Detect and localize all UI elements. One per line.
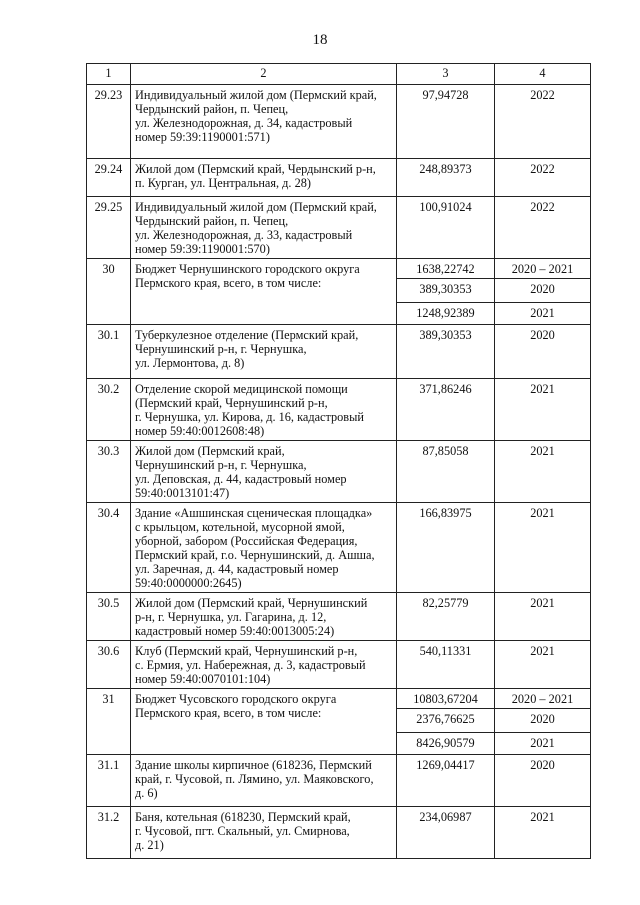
row-description (131, 379, 397, 441)
table-row (87, 379, 591, 441)
row-description-line: край, г. Чусовой, п. Лямино, ул. Маяковского, (135, 772, 374, 786)
row-amount: 87,85058 (397, 441, 495, 503)
row-number: 30.6 (87, 641, 131, 689)
row-description-line: г. Чернушка, ул. Кирова, д. 16, кадастровый (135, 410, 364, 424)
row-number: 29.25 (87, 197, 131, 259)
row-year: 2021 (495, 807, 591, 859)
row-description-line: Чердынский район, п. Чепец, (135, 102, 289, 116)
row-number: 31 (87, 689, 131, 755)
row-description-line: Баня, котельная (618230, Пермский край, (135, 810, 351, 824)
row-description (131, 197, 397, 259)
row-amount: 2376,76625 (397, 709, 495, 733)
row-description (131, 259, 397, 325)
row-year: 2021 (495, 379, 591, 441)
row-number: 30.5 (87, 593, 131, 641)
table-row (87, 689, 591, 709)
row-year: 2020 (495, 709, 591, 733)
row-number: 29.24 (87, 159, 131, 197)
row-amount: 8426,90579 (397, 733, 495, 755)
row-amount: 10803,67204 (397, 689, 495, 709)
row-amount: 1269,04417 (397, 755, 495, 807)
row-description-line: Клуб (Пермский край, Чернушинский р-н, (135, 644, 358, 658)
row-description-line: ул. Деповская, д. 44, кадастровый номер (135, 472, 347, 486)
row-year: 2021 (495, 733, 591, 755)
row-description-line: номер 59:39:1190001:571) (135, 130, 270, 144)
row-description (131, 441, 397, 503)
row-amount: 1248,92389 (397, 303, 495, 325)
row-amount: 540,11331 (397, 641, 495, 689)
row-description-line: р-н, г. Чернушка, ул. Гагарина, д. 12, (135, 610, 327, 624)
row-description-line: уборной, забором (Российская Федерация, (135, 534, 358, 548)
row-description-line: Бюджет Чернушинского городского округа (135, 262, 360, 276)
row-description-line: Бюджет Чусовского городского округа (135, 692, 337, 706)
row-year: 2020 – 2021 (495, 259, 591, 279)
row-description (131, 85, 397, 159)
row-description (131, 807, 397, 859)
row-amount: 100,91024 (397, 197, 495, 259)
row-description-line: Отделение скорой медицинской помощи (135, 382, 348, 396)
table-row (87, 441, 591, 503)
row-number: 29.23 (87, 85, 131, 159)
row-amount: 1638,22742 (397, 259, 495, 279)
row-year: 2020 – 2021 (495, 689, 591, 709)
row-description-line: Здание «Ашшинская сценическая площадка» (135, 506, 373, 520)
row-year: 2020 (495, 279, 591, 303)
row-year: 2020 (495, 755, 591, 807)
row-description-line: ул. Лермонтова, д. 8) (135, 356, 245, 370)
row-description-line: ул. Железнодорожная, д. 34, кадастровый (135, 116, 353, 130)
row-description-line: г. Чусовой, пгт. Скальный, ул. Смирнова, (135, 824, 350, 838)
row-description (131, 641, 397, 689)
row-number: 30 (87, 259, 131, 325)
row-description-line: (Пермский край, Чернушинский р-н, (135, 396, 328, 410)
budget-table (86, 63, 591, 859)
row-year: 2022 (495, 197, 591, 259)
row-description-line: номер 59:40:0070101:104) (135, 672, 271, 686)
row-description (131, 593, 397, 641)
row-amount: 371,86246 (397, 379, 495, 441)
row-number: 30.4 (87, 503, 131, 593)
row-description-line: Пермского края, всего, в том числе: (135, 276, 322, 290)
row-description-line: с крыльцом, котельной, мусорной ямой, (135, 520, 345, 534)
table-row (87, 593, 591, 641)
row-description-line: Здание школы кирпичное (618236, Пермский (135, 758, 372, 772)
row-description-line: Чернушинский р-н, г. Чернушка, (135, 342, 307, 356)
row-number: 30.3 (87, 441, 131, 503)
row-description-line: ул. Заречная, д. 44, кадастровый номер (135, 562, 339, 576)
row-description (131, 159, 397, 197)
table-row (87, 503, 591, 593)
row-amount: 248,89373 (397, 159, 495, 197)
table-row (87, 325, 591, 379)
row-year: 2021 (495, 503, 591, 593)
table-body (87, 64, 591, 859)
table-row (87, 755, 591, 807)
row-description-line: Пермский край, г.о. Чернушинский, д. Ашша, (135, 548, 375, 562)
row-description (131, 325, 397, 379)
row-description-line: Чернушинский р-н, г. Чернушка, (135, 458, 307, 472)
row-number: 30.2 (87, 379, 131, 441)
row-amount: 389,30353 (397, 279, 495, 303)
row-description (131, 503, 397, 593)
row-description-line: Чердынский район, п. Чепец, (135, 214, 289, 228)
row-amount: 389,30353 (397, 325, 495, 379)
row-amount: 97,94728 (397, 85, 495, 159)
header-col-1: 1 (87, 64, 131, 85)
row-number: 31.2 (87, 807, 131, 859)
row-description-line: Туберкулезное отделение (Пермский край, (135, 328, 359, 342)
row-amount: 234,06987 (397, 807, 495, 859)
row-year: 2021 (495, 303, 591, 325)
row-description-line: Индивидуальный жилой дом (Пермский край, (135, 88, 377, 102)
row-amount: 82,25779 (397, 593, 495, 641)
row-description-line: Жилой дом (Пермский край, (135, 444, 285, 458)
row-description-line: 59:40:0013101:47) (135, 486, 230, 500)
row-description-line: номер 59:40:0012608:48) (135, 424, 265, 438)
row-description-line: с. Ермия, ул. Набережная, д. 3, кадастровый (135, 658, 366, 672)
row-year: 2021 (495, 641, 591, 689)
row-amount: 166,83975 (397, 503, 495, 593)
table-header-row (87, 64, 591, 85)
table-row (87, 807, 591, 859)
header-col-4: 4 (495, 64, 591, 85)
table-row (87, 197, 591, 259)
row-number: 30.1 (87, 325, 131, 379)
row-description-line: Жилой дом (Пермский край, Чернушинский (135, 596, 368, 610)
row-description-line: 59:40:0000000:2645) (135, 576, 242, 590)
row-description (131, 755, 397, 807)
row-year: 2021 (495, 441, 591, 503)
row-description-line: п. Курган, ул. Центральная, д. 28) (135, 176, 311, 190)
table-row (87, 85, 591, 159)
row-description-line: Жилой дом (Пермский край, Чердынский р-н, (135, 162, 376, 176)
header-col-3: 3 (397, 64, 495, 85)
row-year: 2022 (495, 159, 591, 197)
row-number: 31.1 (87, 755, 131, 807)
row-description-line: ул. Железнодорожная, д. 33, кадастровый (135, 228, 353, 242)
row-description-line: д. 6) (135, 786, 158, 800)
table-row (87, 259, 591, 279)
row-description-line: номер 59:39:1190001:570) (135, 242, 270, 256)
row-year: 2020 (495, 325, 591, 379)
page-number: 18 (312, 32, 328, 48)
table-row (87, 159, 591, 197)
row-year: 2021 (495, 593, 591, 641)
row-description (131, 689, 397, 755)
row-description-line: кадастровый номер 59:40:0013005:24) (135, 624, 335, 638)
row-description-line: Пермского края, всего, в том числе: (135, 706, 322, 720)
row-year: 2022 (495, 85, 591, 159)
table-row (87, 641, 591, 689)
row-description-line: д. 21) (135, 838, 164, 852)
row-description-line: Индивидуальный жилой дом (Пермский край, (135, 200, 377, 214)
header-col-2: 2 (131, 64, 397, 85)
